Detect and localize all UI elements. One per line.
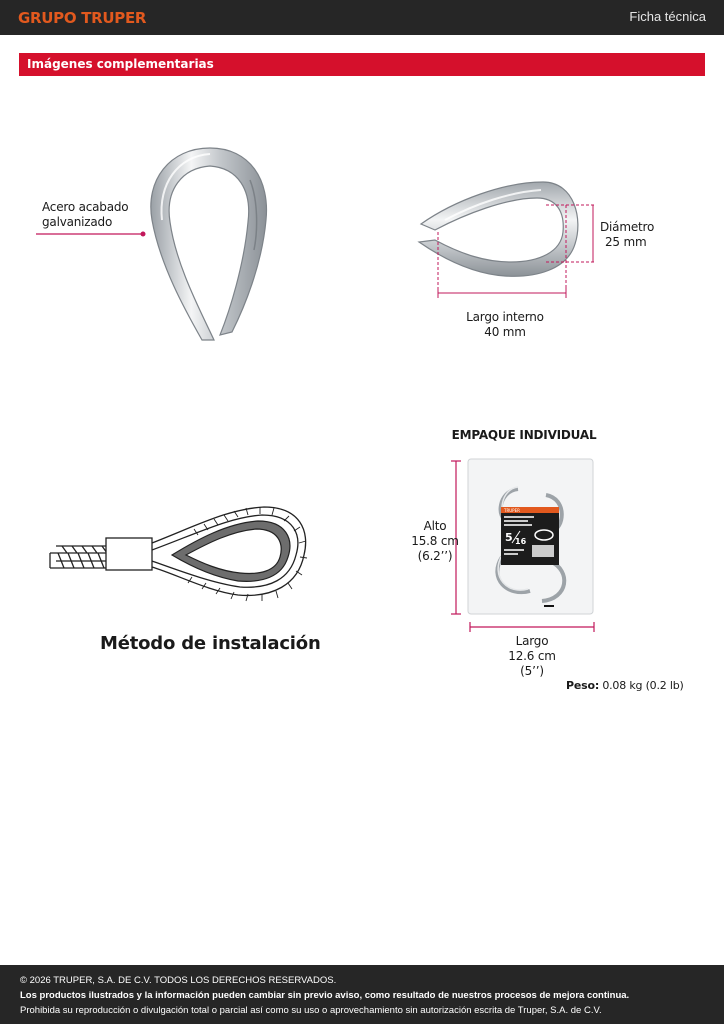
package-dimension-lines xyxy=(450,458,600,636)
side-view-dimension-lines xyxy=(430,200,600,300)
top-header xyxy=(0,0,724,35)
weight-label: Peso: xyxy=(566,679,600,692)
diameter-value: 25 mm xyxy=(605,235,647,249)
diameter-label: Diámetro xyxy=(600,220,655,234)
section-title: Imágenes complementarias xyxy=(27,57,214,71)
package-card-size-denominator: 16 xyxy=(515,537,527,546)
weight-value: 0.08 kg (0.2 lb) xyxy=(602,679,684,692)
package-height-cm: 15.8 cm xyxy=(411,534,459,548)
finish-pointer-line xyxy=(36,229,148,239)
finish-label-line2: galvanizado xyxy=(42,215,113,229)
package-width-label: Largo xyxy=(515,634,549,648)
package-card-brand: TRUPER xyxy=(504,508,520,513)
footer-copyright: © 2026 TRUPER, S.A. DE C.V. TODOS LOS DERECHOS RESERVADOS. xyxy=(20,975,337,986)
section-header xyxy=(19,53,705,76)
package-card-size-numerator: 5 xyxy=(505,531,513,544)
package-title: EMPAQUE INDIVIDUAL xyxy=(451,428,597,442)
package-height-label: Alto xyxy=(423,519,447,533)
installation-diagram xyxy=(48,495,310,610)
brand-logo: GRUPO TRUPER xyxy=(18,9,147,27)
length-label: Largo interno xyxy=(466,310,544,324)
package-weight xyxy=(566,679,684,693)
installation-title: Método de instalación xyxy=(100,633,321,654)
footer-notice: Los productos ilustrados y la información pueden cambiar sin previo aviso, como resultado de nuestros procesos de mejora continua. xyxy=(20,990,630,1001)
package-width-in: (5’’) xyxy=(520,664,544,678)
footer xyxy=(0,965,724,1024)
footer-prohibition: Prohibida su reproducción o divulgación total o parcial así como su uso o aprovechamiento sin autorización escrita de Truper, S.A. de C.V. xyxy=(20,1005,602,1016)
package-width-cm: 12.6 cm xyxy=(508,649,556,663)
finish-label-line1: Acero acabado xyxy=(42,200,129,214)
document-type: Ficha técnica xyxy=(629,9,706,24)
length-value: 40 mm xyxy=(484,325,526,339)
package-height-in: (6.2’’) xyxy=(417,549,453,563)
thimble-front-image xyxy=(140,140,280,350)
